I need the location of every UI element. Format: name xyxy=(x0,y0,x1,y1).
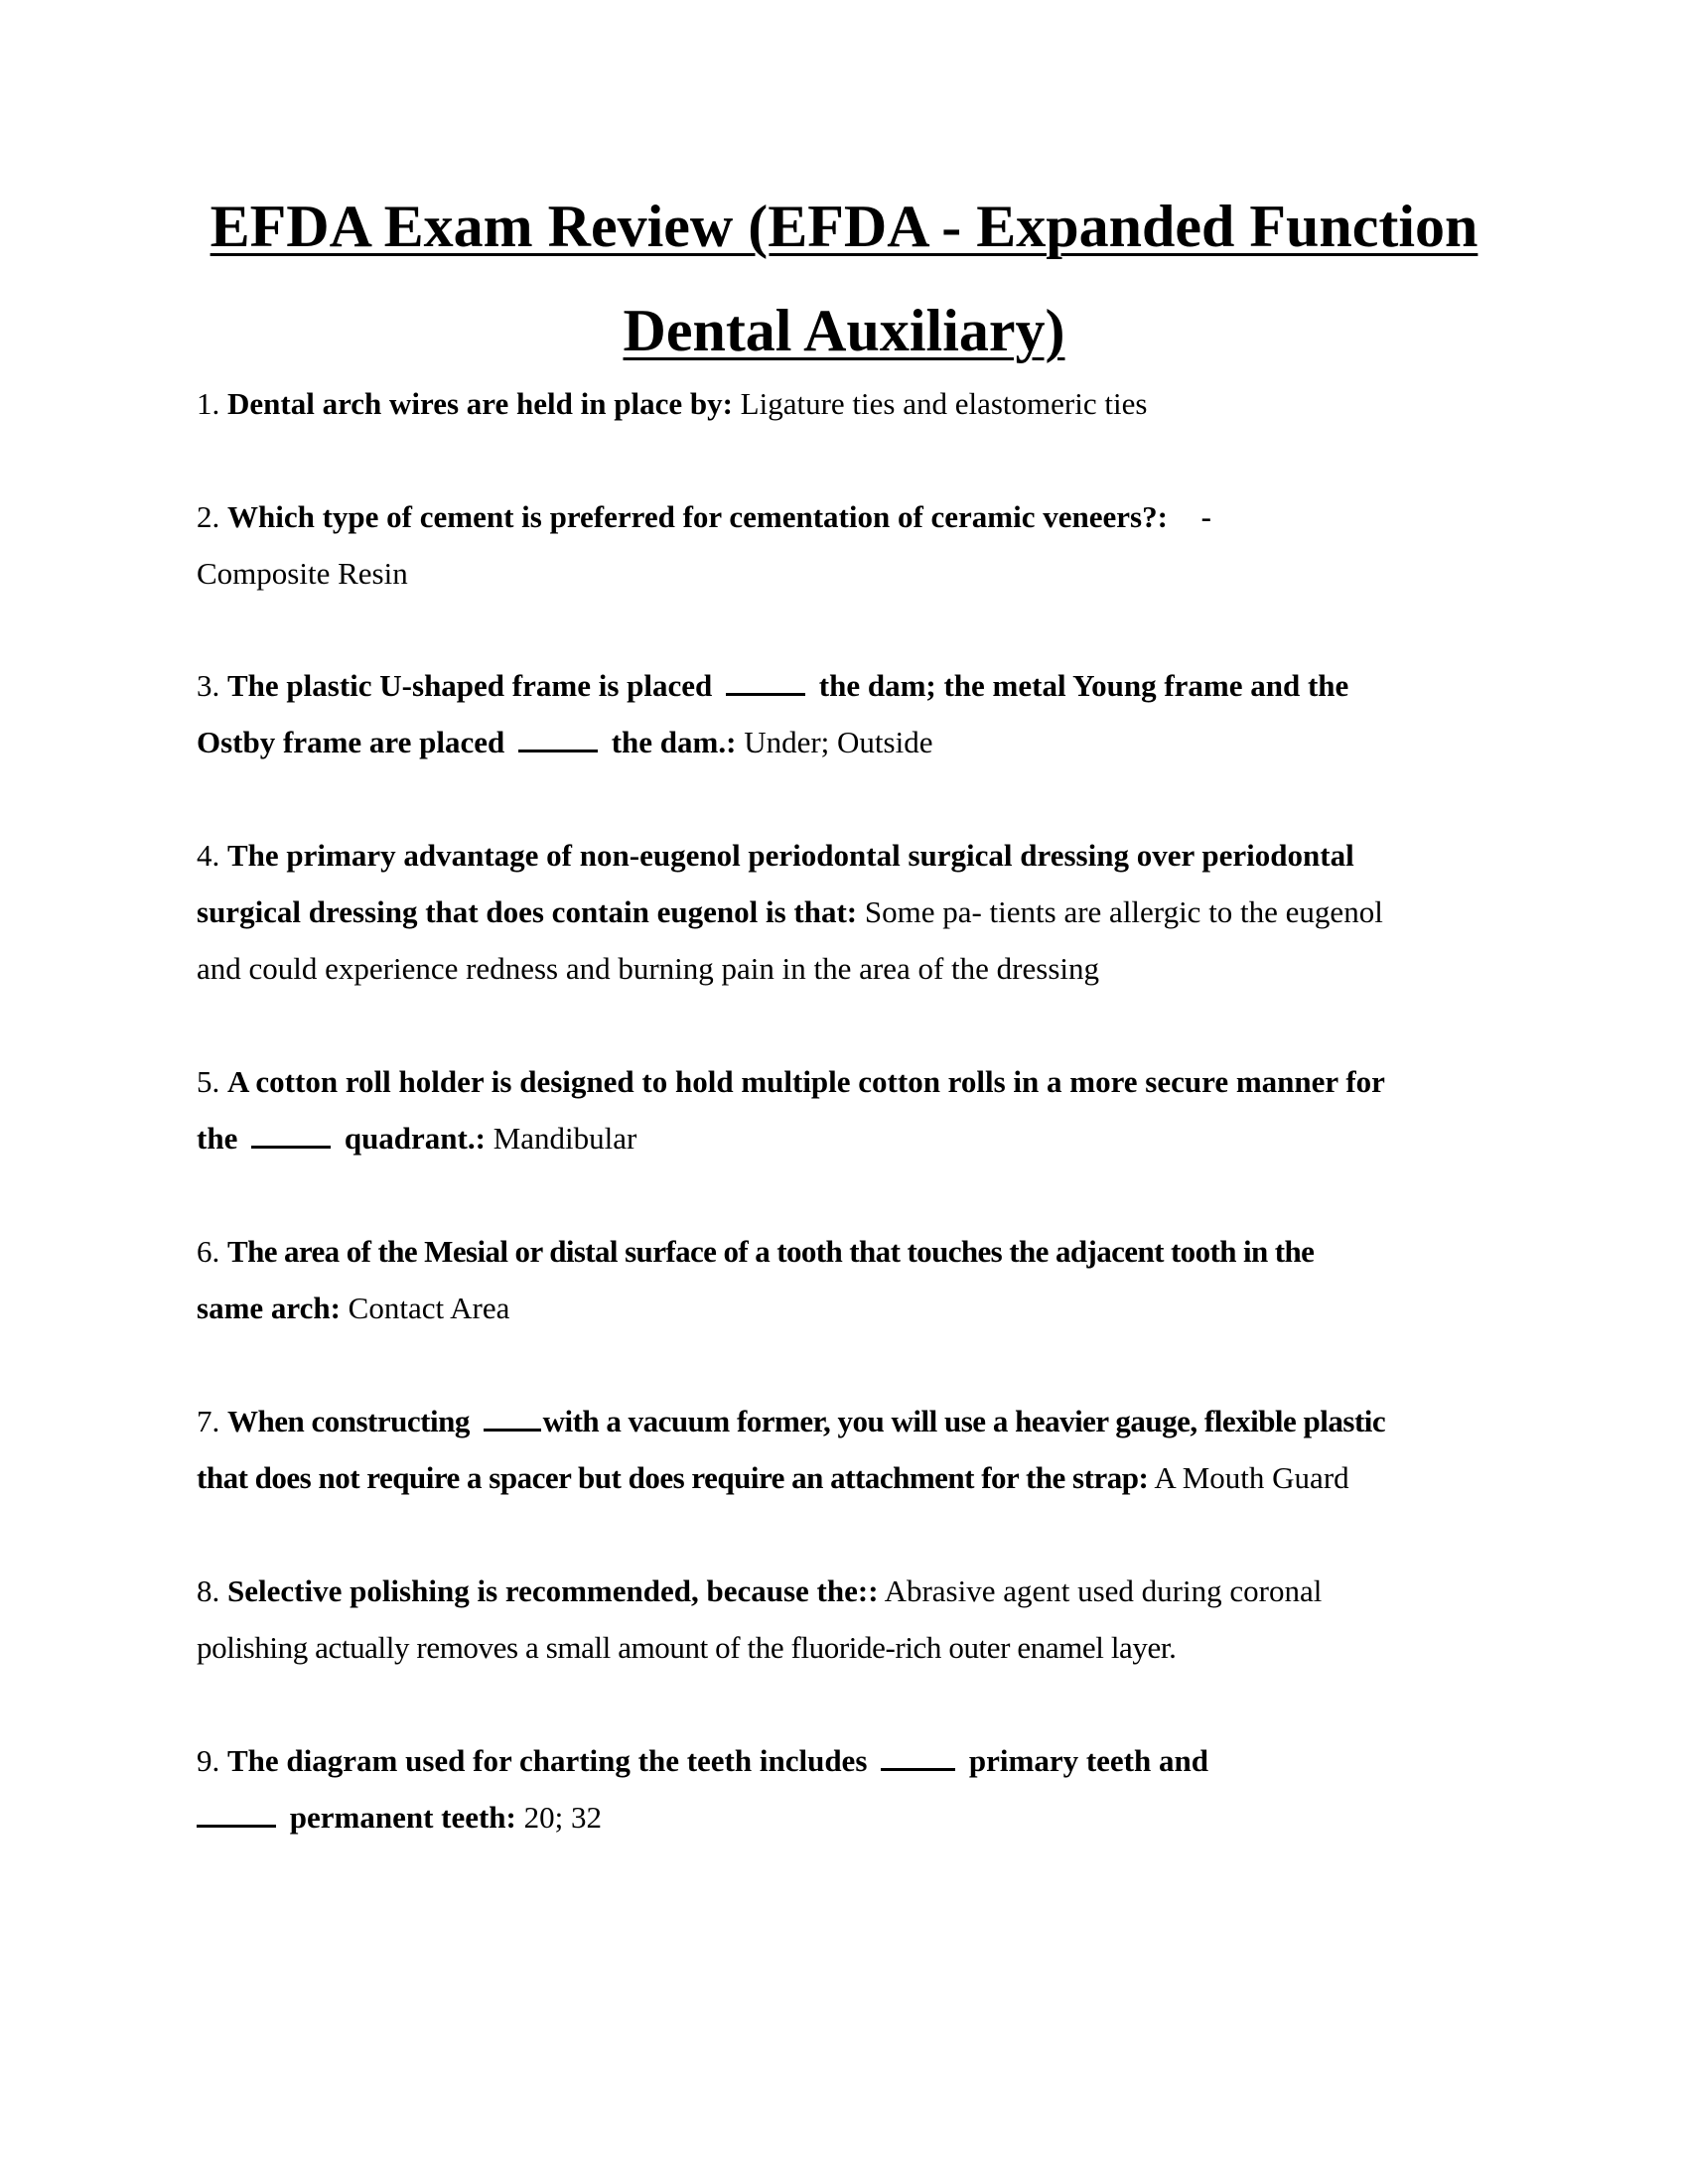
question-text: quadrant.: xyxy=(344,1121,486,1156)
answer-text: Ligature ties and elastomeric ties xyxy=(732,386,1148,421)
question-number: 5. xyxy=(197,1064,220,1099)
question-dash: - xyxy=(1200,499,1211,534)
question-5 xyxy=(197,1053,1507,1166)
fill-in-blank xyxy=(726,665,805,696)
question-text: the dam.: xyxy=(611,725,737,759)
question-number: 6. xyxy=(197,1234,220,1269)
question-text: the dam; the metal Young frame and the xyxy=(818,668,1349,703)
fill-in-blank xyxy=(197,1797,276,1828)
question-number: 3. xyxy=(197,668,220,703)
question-text: Ostby frame are placed xyxy=(197,725,505,759)
question-number: 9. xyxy=(197,1743,220,1778)
question-number: 1. xyxy=(197,386,220,421)
question-text: The plastic U-shaped frame is placed xyxy=(227,668,713,703)
answer-text: Abrasive agent used during coronal xyxy=(878,1573,1323,1608)
answer-text: 20; 32 xyxy=(515,1800,603,1835)
question-8 xyxy=(197,1563,1507,1676)
question-text: permanent teeth: xyxy=(289,1800,516,1835)
question-text: When constructing xyxy=(227,1404,470,1438)
question-text: that does not require a spacer but does require an attachment for the strap: xyxy=(197,1460,1149,1495)
answer-text: Some pa- tients are allergic to the eugenol xyxy=(857,894,1383,929)
question-1 xyxy=(197,375,1507,432)
question-4 xyxy=(197,827,1507,997)
question-text: same arch: xyxy=(197,1291,341,1325)
question-text: The diagram used for charting the teeth includes xyxy=(227,1743,868,1778)
question-7 xyxy=(197,1393,1507,1506)
answer-text: A Mouth Guard xyxy=(1148,1460,1349,1495)
fill-in-blank xyxy=(484,1401,541,1432)
question-2 xyxy=(197,488,1507,602)
answer-text: and could experience redness and burning pain in the area of the dressing xyxy=(197,951,1100,986)
question-text: surgical dressing that does contain eugenol is that: xyxy=(197,894,858,929)
question-text: Which type of cement is preferred for cementation of ceramic veneers?: xyxy=(227,499,1168,534)
question-number: 8. xyxy=(197,1573,220,1608)
question-number: 2. xyxy=(197,499,220,534)
question-number: 7. xyxy=(197,1404,220,1438)
question-9 xyxy=(197,1732,1507,1845)
answer-text: Contact Area xyxy=(340,1291,510,1325)
question-text: the xyxy=(197,1121,238,1156)
question-text: The primary advantage of non-eugenol periodontal surgical dressing over periodontal xyxy=(227,838,1354,873)
question-text: primary teeth and xyxy=(968,1743,1208,1778)
document-title-line-1: EFDA Exam Review (EFDA - Expanded Function xyxy=(210,194,1478,259)
answer-text: polishing actually removes a small amount of the fluoride-rich outer enamel layer. xyxy=(197,1630,1177,1665)
question-text: The area of the Mesial or distal surface of a tooth that touches the adjacent tooth in the xyxy=(227,1234,1315,1269)
question-text: A cotton roll holder is designed to hold multiple cotton rolls in a more secure manner for xyxy=(227,1064,1385,1099)
answer-text: Mandibular xyxy=(485,1121,637,1156)
question-text: Dental arch wires are held in place by: xyxy=(227,386,733,421)
question-text: Selective polishing is recommended, because the:: xyxy=(227,1573,879,1608)
question-number: 4. xyxy=(197,838,220,873)
question-6 xyxy=(197,1223,1507,1336)
fill-in-blank xyxy=(881,1740,955,1771)
document-title-line-2: Dental Auxiliary) xyxy=(623,298,1065,363)
question-text: with a vacuum former, you will use a heavier gauge, flexible plastic xyxy=(542,1404,1386,1438)
answer-text: Under; Outside xyxy=(736,725,933,759)
fill-in-blank xyxy=(518,722,598,752)
question-3 xyxy=(197,657,1507,770)
answer-text: Composite Resin xyxy=(197,556,408,591)
fill-in-blank xyxy=(251,1118,331,1149)
